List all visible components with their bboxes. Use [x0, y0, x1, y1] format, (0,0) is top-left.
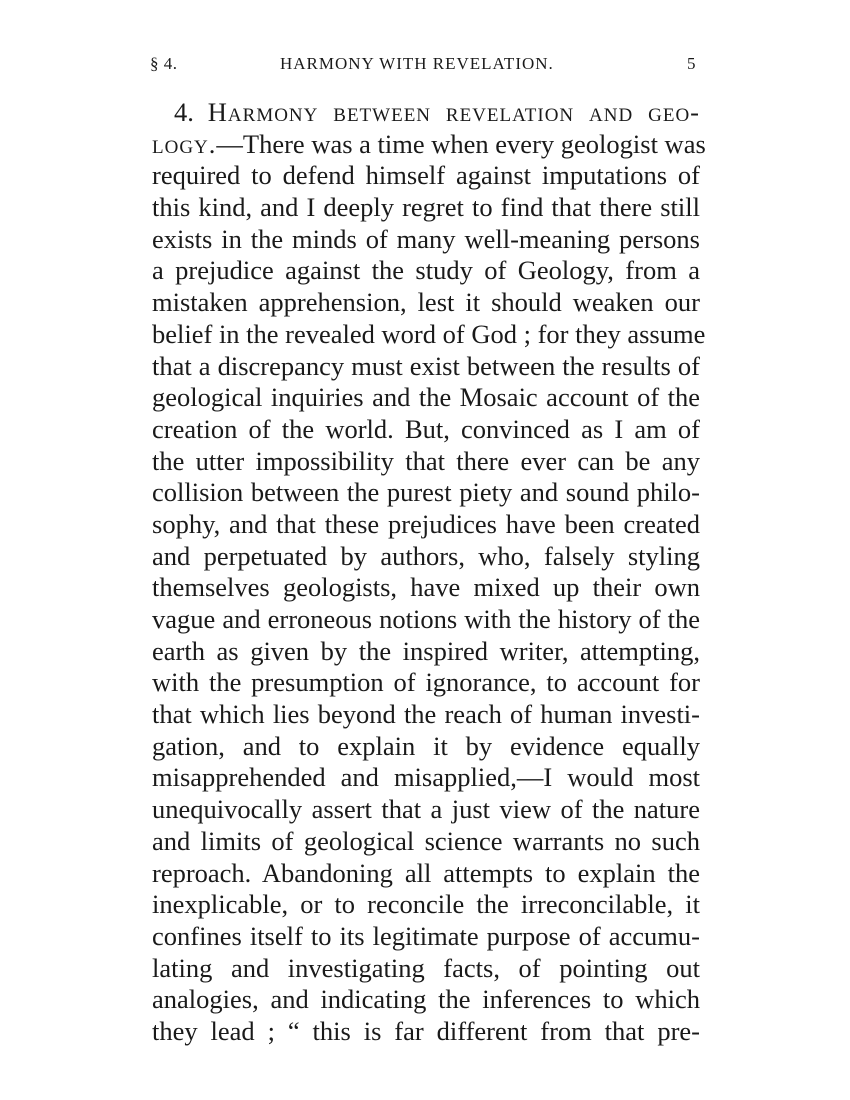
text-line: required to defend himself against imputations of — [152, 160, 700, 191]
text-line: creation of the world. But, convinced as I am of — [152, 413, 700, 444]
text-line: that a discrepancy must exist between the results of — [152, 350, 700, 381]
running-title: HARMONY WITH REVELATION. — [280, 54, 554, 73]
text-line: themselves geologists, have mixed up their own — [152, 572, 700, 603]
text-line: mistaken apprehension, lest it should weaken our — [152, 287, 700, 318]
text-line: vague and erroneous notions with the history of the — [152, 604, 700, 634]
paragraph-heading-continued: logy. — [152, 128, 217, 159]
text-line: geological inquiries and the Mosaic account of the — [152, 382, 700, 413]
text-line: with the presumption of ignorance, to account for — [152, 667, 700, 698]
text-line: and perpetuated by authors, who, falsely styling — [152, 540, 700, 571]
text-line: reproach. Abandoning all attempts to explain the — [152, 857, 700, 888]
text-line: collision between the purest piety and sound philo- — [152, 477, 700, 508]
text-line: the utter impossibility that there ever can be any — [152, 445, 700, 476]
text-run: —There was a time when every geologist was — [216, 128, 706, 159]
text-line: sophy, and that these prejudices have been created — [152, 508, 700, 539]
text-line: analogies, and indicating the inferences to which — [152, 984, 700, 1015]
text-line: exists in the minds of many well-meaning persons — [152, 223, 700, 254]
running-head — [150, 54, 700, 80]
text-line: and limits of geological science warrants no such — [152, 825, 700, 856]
text-line: gation, and to explain it by evidence equally — [152, 730, 700, 761]
paragraph-number: 4. — [174, 97, 194, 127]
body-paragraph — [152, 97, 706, 1048]
text-line: misapprehended and misapplied,—I would most — [152, 762, 700, 793]
text-line: a prejudice against the study of Geology, from a — [152, 255, 700, 286]
text-line: earth as given by the inspired writer, attempting, — [152, 635, 700, 666]
text-line: inexplicable, or to reconcile the irreconcilable, it — [152, 889, 700, 920]
text-line: confines itself to its legitimate purpose of accumu- — [152, 920, 700, 951]
text-line: this kind, and I deeply regret to find that there still — [152, 192, 700, 223]
section-number: § 4. — [150, 54, 178, 73]
text-line — [152, 97, 700, 129]
paragraph-heading: Harmony between revelation and geo- — [207, 97, 700, 127]
text-line: lating and investigating facts, of pointing out — [152, 952, 700, 983]
text-line — [152, 128, 706, 161]
text-line: they lead ; “ this is far different from that pre- — [152, 1015, 700, 1046]
text-line: unequivocally assert that a just view of the nature — [152, 794, 700, 825]
text-line: that which lies beyond the reach of human investi- — [152, 699, 700, 730]
text-line: belief in the revealed word of God ; for they assume — [152, 318, 706, 349]
page-number: 5 — [687, 54, 696, 73]
